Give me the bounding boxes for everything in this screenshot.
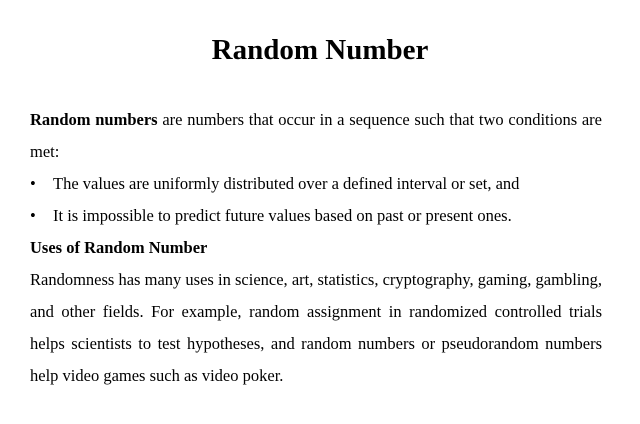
list-item xyxy=(30,168,602,200)
intro-text: are numbers that occur in a sequence such that two conditions are met: xyxy=(30,110,602,161)
intro-paragraph xyxy=(30,104,602,168)
intro-term: Random numbers xyxy=(30,110,158,129)
bullet-icon: • xyxy=(30,174,36,193)
list-item-text: It is impossible to predict future values based on past or present ones. xyxy=(53,206,512,225)
uses-paragraph: Randomness has many uses in science, art, statistics, cryptography, gaming, gambling, and other fields. For example, random assignment in randomized controlled trials helps scientists to test hypotheses, and random numbers or pseudorandom numbers help video games such as video poker. xyxy=(30,270,602,385)
list-item-text: The values are uniformly distributed over a defined interval or set, and xyxy=(53,174,520,193)
uses-heading: Uses of Random Number xyxy=(30,238,208,257)
bullet-icon: • xyxy=(30,206,36,225)
list-item xyxy=(30,200,602,232)
page-title: Random Number xyxy=(211,34,429,66)
conditions-list xyxy=(30,168,602,232)
document-body xyxy=(30,104,602,392)
